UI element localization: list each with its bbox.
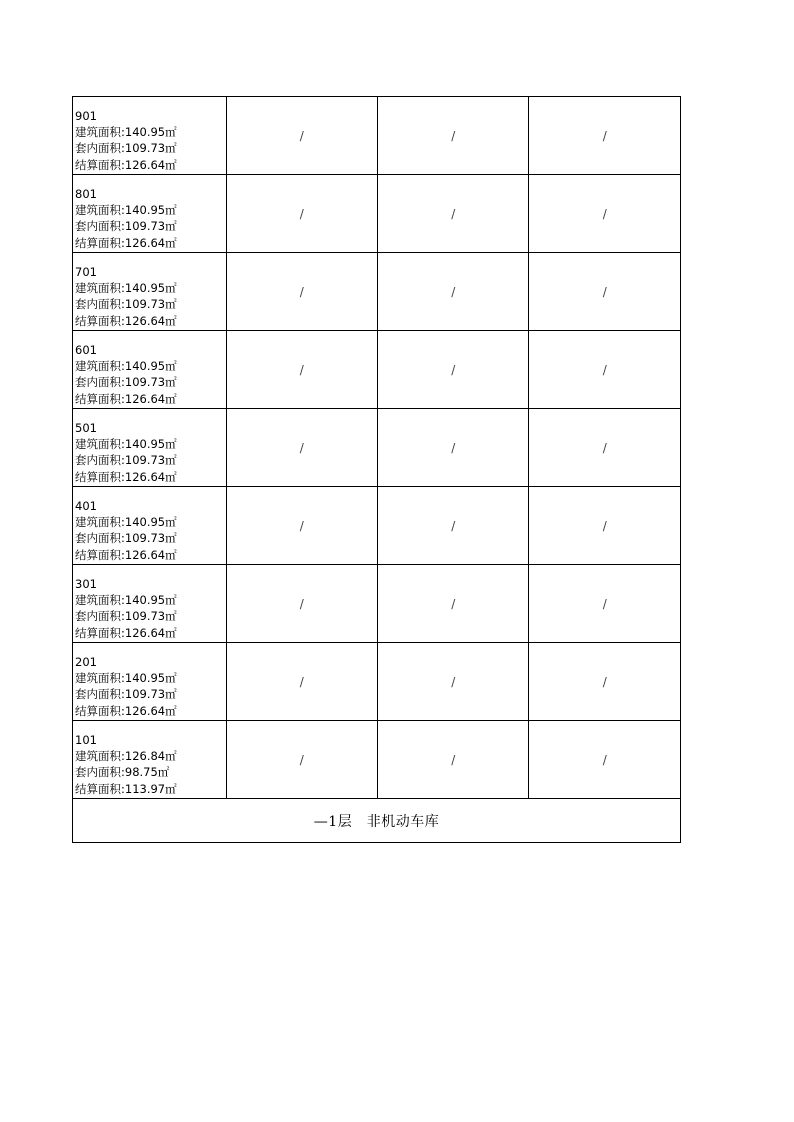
- empty-mark-cell: /: [377, 487, 528, 565]
- unit-info-cell: [73, 565, 227, 643]
- empty-mark-cell: /: [377, 643, 528, 721]
- empty-mark-cell: /: [226, 253, 377, 331]
- empty-mark-cell: /: [226, 721, 377, 799]
- empty-mark-cell: /: [529, 565, 681, 643]
- unit-info-cell: [73, 643, 227, 721]
- table-row-unit-701: [73, 253, 681, 331]
- basement-garage-label: —1层 非机动车库: [73, 799, 681, 843]
- unit-info-cell: [73, 487, 227, 565]
- settlement-area: 结算面积:126.64㎡: [75, 157, 177, 172]
- building-area: 建筑面积:126.84㎡: [75, 749, 177, 764]
- settlement-area: 结算面积:126.64㎡: [75, 235, 177, 250]
- settlement-area: 结算面积:113.97㎡: [75, 781, 177, 796]
- unit-info-cell: [73, 331, 227, 409]
- empty-mark-cell: /: [226, 331, 377, 409]
- table-row-unit-301: [73, 565, 681, 643]
- empty-mark-cell: /: [226, 409, 377, 487]
- table-row-unit-601: [73, 331, 681, 409]
- settlement-area: 结算面积:126.64㎡: [75, 391, 177, 406]
- inner-area: 套内面积:109.73㎡: [75, 141, 177, 156]
- table-row-unit-401: [73, 487, 681, 565]
- empty-mark-cell: /: [226, 97, 377, 175]
- floor-area-table-body: [73, 97, 681, 843]
- building-area: 建筑面积:140.95㎡: [75, 125, 177, 140]
- inner-area: 套内面积:109.73㎡: [75, 219, 177, 234]
- table-row-unit-501: [73, 409, 681, 487]
- empty-mark-cell: /: [226, 487, 377, 565]
- empty-mark-cell: /: [529, 643, 681, 721]
- table-row-unit-801: [73, 175, 681, 253]
- unit-number: 201: [75, 655, 97, 669]
- empty-mark-cell: /: [377, 721, 528, 799]
- empty-mark-cell: /: [226, 175, 377, 253]
- empty-mark-cell: /: [529, 487, 681, 565]
- empty-mark-cell: /: [377, 175, 528, 253]
- inner-area: 套内面积:109.73㎡: [75, 453, 177, 468]
- empty-mark-cell: /: [377, 409, 528, 487]
- settlement-area: 结算面积:126.64㎡: [75, 469, 177, 484]
- unit-info-cell: [73, 175, 227, 253]
- empty-mark-cell: /: [226, 565, 377, 643]
- floor-area-table: [72, 96, 681, 843]
- unit-number: 701: [75, 265, 97, 279]
- building-area: 建筑面积:140.95㎡: [75, 515, 177, 530]
- table-row-footer: [73, 799, 681, 843]
- empty-mark-cell: /: [377, 331, 528, 409]
- empty-mark-cell: /: [529, 331, 681, 409]
- empty-mark-cell: /: [377, 253, 528, 331]
- inner-area: 套内面积:109.73㎡: [75, 609, 177, 624]
- unit-number: 301: [75, 577, 97, 591]
- building-area: 建筑面积:140.95㎡: [75, 437, 177, 452]
- empty-mark-cell: /: [529, 409, 681, 487]
- unit-number: 101: [75, 733, 97, 747]
- building-area: 建筑面积:140.95㎡: [75, 281, 177, 296]
- table-row-unit-101: [73, 721, 681, 799]
- building-area: 建筑面积:140.95㎡: [75, 203, 177, 218]
- settlement-area: 结算面积:126.64㎡: [75, 547, 177, 562]
- unit-info-cell: [73, 721, 227, 799]
- table-row-unit-201: [73, 643, 681, 721]
- inner-area: 套内面积:109.73㎡: [75, 531, 177, 546]
- empty-mark-cell: /: [377, 565, 528, 643]
- unit-info-cell: [73, 409, 227, 487]
- unit-number: 601: [75, 343, 97, 357]
- building-area: 建筑面积:140.95㎡: [75, 359, 177, 374]
- unit-number: 801: [75, 187, 97, 201]
- settlement-area: 结算面积:126.64㎡: [75, 703, 177, 718]
- empty-mark-cell: /: [226, 643, 377, 721]
- empty-mark-cell: /: [529, 253, 681, 331]
- unit-number: 901: [75, 109, 97, 123]
- empty-mark-cell: /: [529, 175, 681, 253]
- settlement-area: 结算面积:126.64㎡: [75, 625, 177, 640]
- inner-area: 套内面积:109.73㎡: [75, 375, 177, 390]
- inner-area: 套内面积:109.73㎡: [75, 297, 177, 312]
- inner-area: 套内面积:109.73㎡: [75, 687, 177, 702]
- unit-info-cell: [73, 97, 227, 175]
- unit-number: 401: [75, 499, 97, 513]
- empty-mark-cell: /: [529, 721, 681, 799]
- unit-number: 501: [75, 421, 97, 435]
- building-area: 建筑面积:140.95㎡: [75, 671, 177, 686]
- table-row-unit-901: [73, 97, 681, 175]
- building-area: 建筑面积:140.95㎡: [75, 593, 177, 608]
- inner-area: 套内面积:98.75㎡: [75, 765, 170, 780]
- settlement-area: 结算面积:126.64㎡: [75, 313, 177, 328]
- empty-mark-cell: /: [529, 97, 681, 175]
- unit-info-cell: [73, 253, 227, 331]
- empty-mark-cell: /: [377, 97, 528, 175]
